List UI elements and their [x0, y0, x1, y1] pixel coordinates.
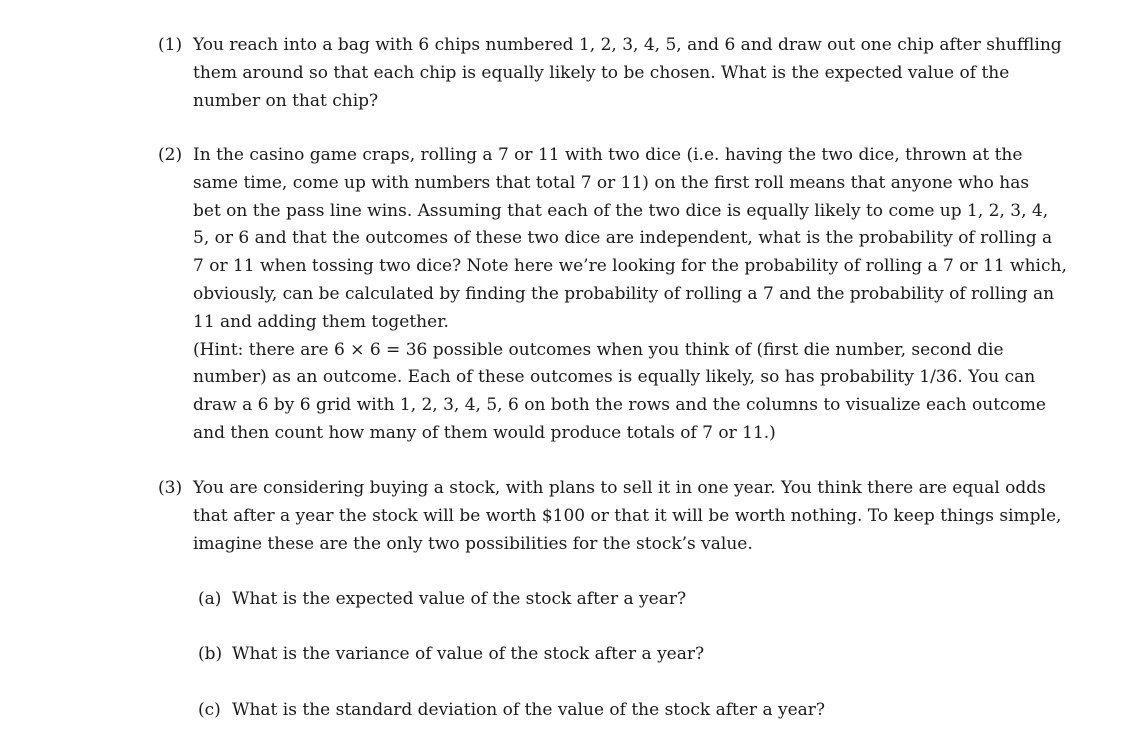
problem-number: (2)	[158, 145, 183, 165]
subquestion-label: (a)	[198, 589, 222, 609]
text-line: You are considering buying a stock, with plans to sell it in one year. You think there are equal odds	[193, 478, 1046, 498]
subquestion-text: What is the expected value of the stock after a year?	[232, 589, 687, 609]
text-line: imagine these are the only two possibilities for the stock’s value.	[193, 533, 753, 554]
subquestion-b	[198, 641, 704, 669]
problem-text	[193, 142, 1067, 448]
text-line: 5, or 6 and that the outcomes of these two dice are independent, what is the probability of rolling a	[193, 228, 1053, 249]
text-line: obviously, can be calculated by finding the probability of rolling a 7 and the probability of rolling an	[193, 283, 1055, 304]
text-line: 11 and adding them together.	[193, 311, 449, 332]
problem-2	[158, 142, 1067, 448]
text-line: them around so that each chip is equally likely to be chosen. What is the expected value of the	[193, 62, 1010, 83]
hint-line: number) as an outcome. Each of these outcomes is equally likely, so has probability 1/36. You can	[193, 367, 1036, 388]
text-line: number on that chip?	[193, 90, 379, 111]
hint-line: (Hint: there are 6 × 6 = 36 possible outcomes when you think of (first die number, second die	[193, 339, 1004, 360]
subquestion-text: What is the standard deviation of the value of the stock after a year?	[232, 700, 826, 720]
problem-number: (1)	[158, 35, 183, 55]
hint-line: and then count how many of them would produce totals of 7 or 11.)	[193, 422, 776, 443]
subquestion-c	[198, 697, 825, 725]
hint-line: draw a 6 by 6 grid with 1, 2, 3, 4, 5, 6 on both the rows and the columns to visualize each outcome	[193, 395, 1046, 416]
text-line: 7 or 11 when tossing two dice? Note here we’re looking for the probability of rolling a 7 or 11 which,	[193, 256, 1067, 277]
text-line: You reach into a bag with 6 chips numbered 1, 2, 3, 4, 5, and 6 and draw out one chip after shuffling	[193, 35, 1062, 55]
subquestion-label: (b)	[198, 644, 223, 664]
text-line: same time, come up with numbers that total 7 or 11) on the first roll means that anyone who has	[193, 172, 1030, 193]
subquestion-text: What is the variance of value of the stock after a year?	[232, 644, 705, 664]
subquestion-label: (c)	[198, 700, 221, 720]
subquestion-a	[198, 586, 686, 614]
problem-1	[158, 32, 1062, 115]
text-line: bet on the pass line wins. Assuming that each of the two dice is equally likely to come up 1, 2, 3, 4,	[193, 200, 1049, 221]
problem-3	[158, 475, 1062, 558]
problem-number: (3)	[158, 478, 183, 498]
text-line: that after a year the stock will be worth $100 or that it will be worth nothing. To keep things simple,	[193, 505, 1062, 526]
problem-text	[193, 32, 1062, 115]
text-line: In the casino game craps, rolling a 7 or 11 with two dice (i.e. having the two dice, thrown at the	[193, 145, 1023, 165]
problem-text	[193, 475, 1062, 558]
